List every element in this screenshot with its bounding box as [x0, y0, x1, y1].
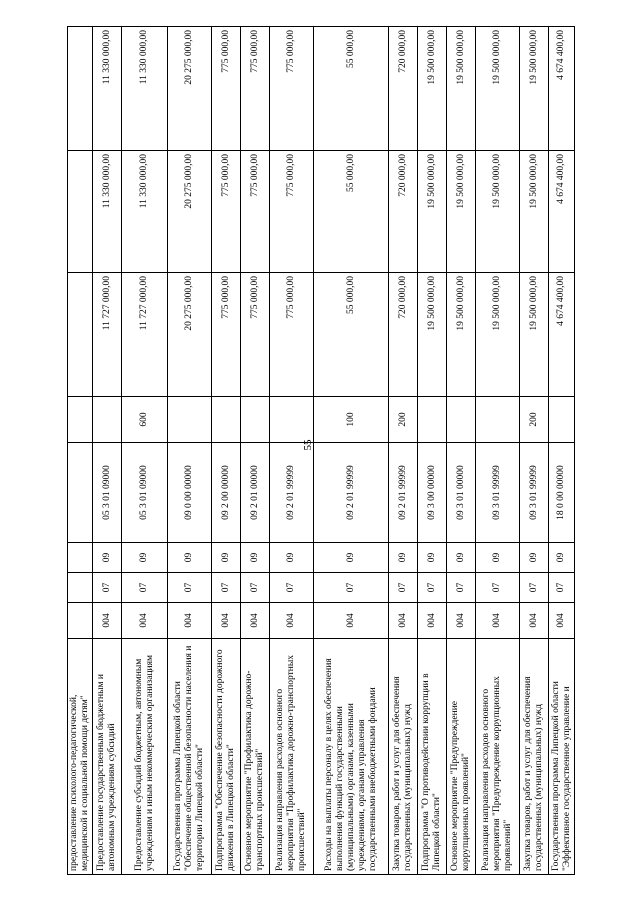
table-row [168, 27, 212, 875]
row-subsection: 09 [270, 543, 314, 573]
row-sum-year-1: 11 727 000,00 [93, 273, 122, 397]
row-subsection: 09 [520, 543, 549, 573]
row-name: Реализация направления расходов основного мероприятия "Профилактика дорожно-транспортных происшествий" [270, 639, 314, 875]
row-expense-type [68, 397, 93, 443]
row-subsection: 09 [476, 543, 520, 573]
row-target-article: 05 3 01 09000 [93, 443, 122, 543]
row-expense-type [93, 397, 122, 443]
row-sum-year-3: 4 674 400,00 [549, 27, 575, 151]
row-subsection [68, 543, 93, 573]
row-target-article: 09 2 00 00000 [212, 443, 241, 543]
row-glava: 004 [549, 603, 575, 639]
row-expense-type [168, 397, 212, 443]
row-subsection: 09 [241, 543, 270, 573]
row-name: Основное мероприятие "Предупреждение коррупционных проявлений" [447, 639, 476, 875]
row-section: 07 [168, 573, 212, 603]
row-expense-type: 600 [122, 397, 168, 443]
table-row [241, 27, 270, 875]
row-name: Расходы на выплаты персоналу в целях обеспечения выполнения функций государственными (муниципальными) органами, казенными учреждениями, органами управления государственными внебюджетными фондами [314, 639, 389, 875]
row-target-article: 09 3 01 99999 [476, 443, 520, 543]
row-subsection: 09 [418, 543, 447, 573]
row-glava: 004 [476, 603, 520, 639]
row-section: 07 [520, 573, 549, 603]
row-sum-year-1: 19 500 000,00 [476, 273, 520, 397]
row-section: 07 [122, 573, 168, 603]
row-target-article: 09 3 01 99999 [520, 443, 549, 543]
row-glava: 004 [241, 603, 270, 639]
row-sum-year-3: 20 275 000,00 [168, 27, 212, 151]
row-sum-year-1: 4 674 400,00 [549, 273, 575, 397]
row-sum-year-3 [68, 27, 93, 151]
row-name: Предоставление государственным бюджетным и автономным учреждениям субсидий [93, 639, 122, 875]
table-row [418, 27, 447, 875]
row-glava: 004 [122, 603, 168, 639]
row-sum-year-3: 775 000,00 [270, 27, 314, 151]
row-sum-year-2: 775 000,00 [270, 151, 314, 273]
row-section: 07 [549, 573, 575, 603]
row-glava: 004 [212, 603, 241, 639]
row-name: Закупка товаров, работ и услуг для обеспечения государственных (муниципальных) нужд [520, 639, 549, 875]
row-subsection: 09 [389, 543, 418, 573]
row-sum-year-2: 19 500 000,00 [418, 151, 447, 273]
row-sum-year-3: 19 500 000,00 [418, 27, 447, 151]
row-sum-year-2: 55 000,00 [314, 151, 389, 273]
row-name: предоставление психолого-педагогической, медицинской и социальной помощи детям" [68, 639, 93, 875]
row-expense-type: 200 [520, 397, 549, 443]
row-sum-year-2: 11 330 000,00 [93, 151, 122, 273]
table-row [68, 27, 93, 875]
row-expense-type [476, 397, 520, 443]
row-name: Реализация направления расходов основного мероприятия "Предупреждение коррупционных проявлений" [476, 639, 520, 875]
row-subsection: 09 [549, 543, 575, 573]
row-sum-year-1: 20 275 000,00 [168, 273, 212, 397]
row-expense-type: 100 [314, 397, 389, 443]
row-sum-year-2: 20 275 000,00 [168, 151, 212, 273]
table-row [447, 27, 476, 875]
row-target-article: 09 2 01 99999 [314, 443, 389, 543]
row-expense-type [549, 397, 575, 443]
row-subsection: 09 [122, 543, 168, 573]
row-sum-year-1 [68, 273, 93, 397]
row-sum-year-1: 19 500 000,00 [520, 273, 549, 397]
table-row [212, 27, 241, 875]
row-sum-year-3: 775 000,00 [241, 27, 270, 151]
page-number: 55 [302, 439, 314, 451]
row-expense-type [241, 397, 270, 443]
row-subsection: 09 [314, 543, 389, 573]
row-sum-year-3: 11 330 000,00 [122, 27, 168, 151]
row-glava: 004 [270, 603, 314, 639]
table-row [520, 27, 549, 875]
row-sum-year-1: 19 500 000,00 [447, 273, 476, 397]
rotated-table-container [67, 27, 572, 875]
row-glava: 004 [168, 603, 212, 639]
row-sum-year-1: 775 000,00 [212, 273, 241, 397]
row-sum-year-1: 19 500 000,00 [418, 273, 447, 397]
row-sum-year-1: 775 000,00 [241, 273, 270, 397]
row-glava: 004 [520, 603, 549, 639]
row-sum-year-3: 55 000,00 [314, 27, 389, 151]
row-sum-year-1: 775 000,00 [270, 273, 314, 397]
row-sum-year-2: 775 000,00 [212, 151, 241, 273]
row-name: Предоставление субсидий бюджетным, автономным учреждениям и иным некоммерческим организациям [122, 639, 168, 875]
row-glava [68, 603, 93, 639]
row-target-article: 09 2 01 99999 [389, 443, 418, 543]
row-sum-year-2: 775 000,00 [241, 151, 270, 273]
table-row [476, 27, 520, 875]
row-glava: 004 [418, 603, 447, 639]
row-section: 07 [447, 573, 476, 603]
table-row [389, 27, 418, 875]
row-section: 07 [270, 573, 314, 603]
table-row [270, 27, 314, 875]
row-glava: 004 [314, 603, 389, 639]
row-subsection: 09 [212, 543, 241, 573]
row-subsection: 09 [93, 543, 122, 573]
row-name: Подпрограмма "О противодействии коррупции в Липецкой области" [418, 639, 447, 875]
row-sum-year-2: 11 330 000,00 [122, 151, 168, 273]
row-sum-year-2: 720 000,00 [389, 151, 418, 273]
table-body [68, 27, 575, 875]
row-expense-type [270, 397, 314, 443]
row-target-article: 09 3 00 00000 [418, 443, 447, 543]
row-section: 07 [418, 573, 447, 603]
row-name: Закупка товаров, работ и услуг для обеспечения государственных (муниципальных) нужд [389, 639, 418, 875]
row-sum-year-1: 11 727 000,00 [122, 273, 168, 397]
row-name: Государственная программа Липецкой области "Эффективное государственное управление и [549, 639, 575, 875]
row-section: 07 [476, 573, 520, 603]
row-sum-year-1: 720 000,00 [389, 273, 418, 397]
row-sum-year-3: 720 000,00 [389, 27, 418, 151]
row-expense-type [418, 397, 447, 443]
row-section: 07 [389, 573, 418, 603]
table-row [122, 27, 168, 875]
row-expense-type: 200 [389, 397, 418, 443]
table-row [314, 27, 389, 875]
row-subsection: 09 [168, 543, 212, 573]
row-expense-type [212, 397, 241, 443]
row-sum-year-3: 775 000,00 [212, 27, 241, 151]
row-target-article: 09 2 01 00000 [241, 443, 270, 543]
row-expense-type [447, 397, 476, 443]
row-target-article: 09 2 01 99999 [270, 443, 314, 543]
table-row [549, 27, 575, 875]
row-subsection: 09 [447, 543, 476, 573]
row-glava: 004 [447, 603, 476, 639]
row-sum-year-3: 11 330 000,00 [93, 27, 122, 151]
row-name: Основное мероприятие "Профилактика дорожно-транспортных происшествий" [241, 639, 270, 875]
row-name: Государственная программа Липецкой области "Обеспечение общественной безопасности населения и территории Липецкой области" [168, 639, 212, 875]
row-sum-year-2: 19 500 000,00 [447, 151, 476, 273]
row-glava: 004 [389, 603, 418, 639]
row-section: 07 [93, 573, 122, 603]
row-section: 07 [241, 573, 270, 603]
row-sum-year-3: 19 500 000,00 [447, 27, 476, 151]
row-sum-year-3: 19 500 000,00 [520, 27, 549, 151]
table-row [93, 27, 122, 875]
row-target-article: 05 3 01 09000 [122, 443, 168, 543]
row-target-article: 09 3 01 00000 [447, 443, 476, 543]
table-viewport [67, 27, 572, 875]
row-sum-year-2: 19 500 000,00 [476, 151, 520, 273]
row-glava: 004 [93, 603, 122, 639]
budget-table [67, 26, 575, 875]
row-sum-year-2: 19 500 000,00 [520, 151, 549, 273]
row-sum-year-1: 55 000,00 [314, 273, 389, 397]
row-sum-year-2: 4 674 400,00 [549, 151, 575, 273]
row-sum-year-3: 19 500 000,00 [476, 27, 520, 151]
row-target-article: 18 0 00 00000 [549, 443, 575, 543]
row-section: 07 [212, 573, 241, 603]
row-name: Подпрограмма "Обеспечение безопасности дорожного движения в Липецкой области" [212, 639, 241, 875]
row-sum-year-2 [68, 151, 93, 273]
row-target-article [68, 443, 93, 543]
row-target-article: 09 0 00 00000 [168, 443, 212, 543]
row-section: 07 [314, 573, 389, 603]
row-section [68, 573, 93, 603]
